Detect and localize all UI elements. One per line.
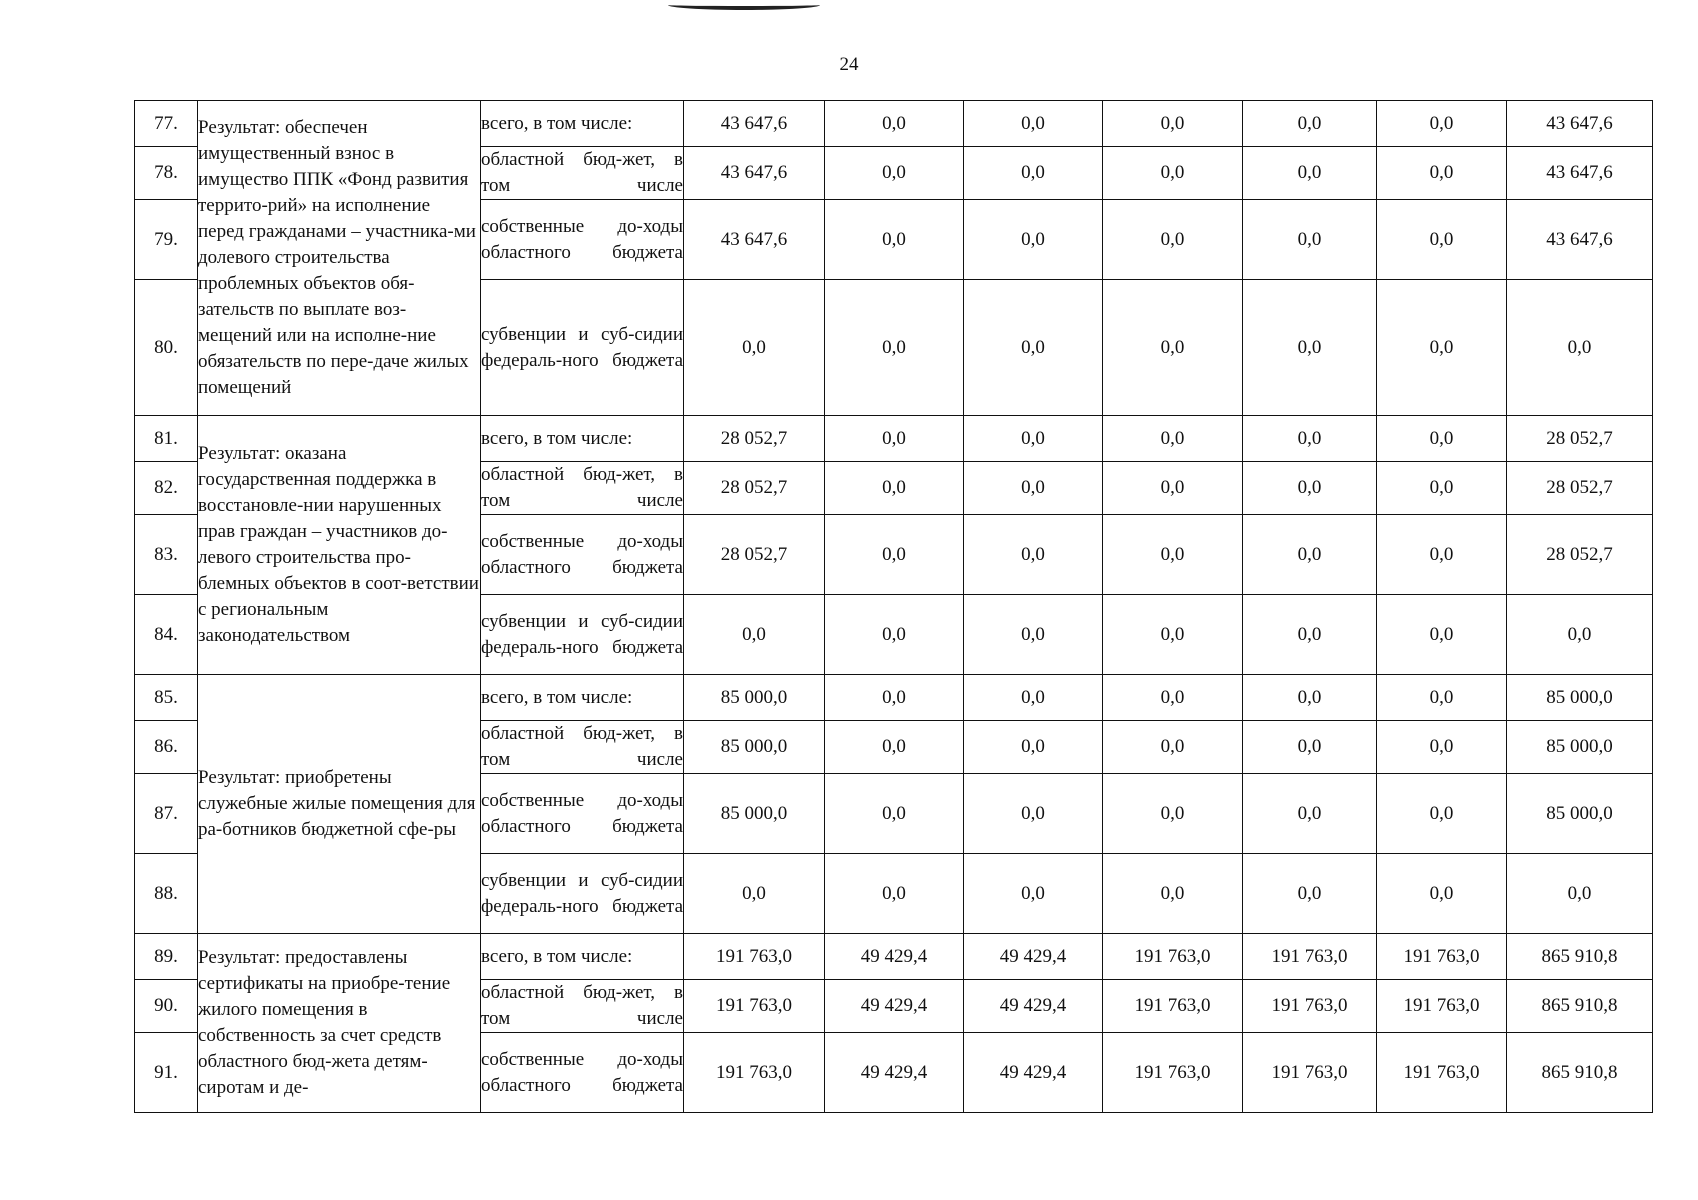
amount-cell: 0,0: [964, 854, 1103, 934]
funding-source: всего, в том числе:: [481, 934, 684, 980]
row-number: 80.: [135, 280, 198, 416]
funding-source: собственные до-ходы областного бюджета: [481, 1033, 684, 1113]
amount-cell: 0,0: [825, 774, 964, 854]
table-row: [135, 416, 1653, 462]
funding-source: областной бюд-жет, в том числе: [481, 980, 684, 1033]
result-description: Результат: оказана государственная поддержка в восстановле-нии нарушенных прав граждан – участников до-левого строительства про-блемных объектов в соот-ветствии с региональным законодательством: [198, 416, 481, 675]
row-number: 86.: [135, 721, 198, 774]
amount-cell: 0,0: [1103, 595, 1243, 675]
amount-cell: 43 647,6: [684, 147, 825, 200]
amount-cell: 28 052,7: [1507, 462, 1653, 515]
amount-cell: 0,0: [964, 595, 1103, 675]
table-row: [135, 101, 1653, 147]
funding-source: собственные до-ходы областного бюджета: [481, 515, 684, 595]
page-number: 24: [839, 54, 859, 75]
amount-cell: 0,0: [1507, 854, 1653, 934]
amount-cell: 43 647,6: [684, 101, 825, 147]
amount-cell: 0,0: [825, 595, 964, 675]
amount-cell: 0,0: [825, 416, 964, 462]
amount-cell: 0,0: [964, 515, 1103, 595]
amount-cell: 0,0: [1103, 854, 1243, 934]
amount-cell: 191 763,0: [1103, 980, 1243, 1033]
amount-cell: 0,0: [964, 462, 1103, 515]
amount-cell: 85 000,0: [1507, 721, 1653, 774]
amount-cell: 0,0: [1103, 101, 1243, 147]
amount-cell: 28 052,7: [1507, 515, 1653, 595]
amount-cell: 0,0: [964, 200, 1103, 280]
amount-cell: 191 763,0: [1103, 934, 1243, 980]
row-number: 87.: [135, 774, 198, 854]
amount-cell: 43 647,6: [684, 200, 825, 280]
amount-cell: 0,0: [825, 147, 964, 200]
funding-source: всего, в том числе:: [481, 416, 684, 462]
amount-cell: 0,0: [1507, 595, 1653, 675]
amount-cell: 85 000,0: [684, 774, 825, 854]
amount-cell: 49 429,4: [964, 934, 1103, 980]
binding-mark: [668, 0, 820, 10]
amount-cell: 0,0: [1377, 462, 1507, 515]
amount-cell: 0,0: [964, 675, 1103, 721]
amount-cell: 0,0: [1243, 280, 1377, 416]
amount-cell: 0,0: [1377, 416, 1507, 462]
amount-cell: 0,0: [825, 854, 964, 934]
amount-cell: 49 429,4: [825, 1033, 964, 1113]
amount-cell: 0,0: [964, 721, 1103, 774]
amount-cell: 43 647,6: [1507, 147, 1653, 200]
amount-cell: 0,0: [964, 280, 1103, 416]
result-description: Результат: приобретены служебные жилые помещения для ра-ботников бюджетной сфе-ры: [198, 675, 481, 934]
amount-cell: 49 429,4: [964, 980, 1103, 1033]
amount-cell: 0,0: [1377, 101, 1507, 147]
amount-cell: 0,0: [1103, 721, 1243, 774]
amount-cell: 43 647,6: [1507, 200, 1653, 280]
amount-cell: 85 000,0: [1507, 774, 1653, 854]
amount-cell: 191 763,0: [1103, 1033, 1243, 1113]
amount-cell: 49 429,4: [825, 980, 964, 1033]
amount-cell: 0,0: [825, 280, 964, 416]
result-description: Результат: обеспечен имущественный взнос в имущество ППК «Фонд развития террито-рий» на исполнение перед гражданами – участника-ми долевого строительства проблемных объектов обя-зательств по выплате воз-мещений или на исполне-ние обязательств по пере-даче жилых помещений: [198, 101, 481, 416]
amount-cell: 0,0: [684, 595, 825, 675]
amount-cell: 0,0: [1243, 147, 1377, 200]
amount-cell: 85 000,0: [684, 721, 825, 774]
amount-cell: 0,0: [1377, 854, 1507, 934]
amount-cell: 49 429,4: [825, 934, 964, 980]
amount-cell: 28 052,7: [684, 515, 825, 595]
row-number: 90.: [135, 980, 198, 1033]
amount-cell: 0,0: [684, 280, 825, 416]
amount-cell: 0,0: [1103, 200, 1243, 280]
amount-cell: 0,0: [1377, 515, 1507, 595]
row-number: 78.: [135, 147, 198, 200]
amount-cell: 0,0: [1103, 515, 1243, 595]
amount-cell: 0,0: [825, 200, 964, 280]
funding-source: собственные до-ходы областного бюджета: [481, 200, 684, 280]
amount-cell: 0,0: [1377, 200, 1507, 280]
amount-cell: 0,0: [1103, 147, 1243, 200]
row-number: 84.: [135, 595, 198, 675]
amount-cell: 0,0: [1103, 416, 1243, 462]
amount-cell: 0,0: [1377, 721, 1507, 774]
amount-cell: 0,0: [1243, 416, 1377, 462]
row-number: 79.: [135, 200, 198, 280]
amount-cell: 191 763,0: [1243, 980, 1377, 1033]
funding-source: субвенции и суб-сидии федераль-ного бюджета: [481, 280, 684, 416]
row-number: 82.: [135, 462, 198, 515]
amount-cell: 0,0: [1243, 721, 1377, 774]
amount-cell: 43 647,6: [1507, 101, 1653, 147]
row-number: 83.: [135, 515, 198, 595]
table-row: [135, 675, 1653, 721]
row-number: 85.: [135, 675, 198, 721]
amount-cell: 865 910,8: [1507, 934, 1653, 980]
amount-cell: 0,0: [1377, 147, 1507, 200]
amount-cell: 0,0: [825, 462, 964, 515]
funding-source: всего, в том числе:: [481, 101, 684, 147]
amount-cell: 0,0: [684, 854, 825, 934]
amount-cell: 191 763,0: [1243, 1033, 1377, 1113]
funding-source: всего, в том числе:: [481, 675, 684, 721]
amount-cell: 0,0: [1377, 595, 1507, 675]
amount-cell: 191 763,0: [684, 1033, 825, 1113]
amount-cell: 85 000,0: [1507, 675, 1653, 721]
amount-cell: 0,0: [1243, 462, 1377, 515]
amount-cell: 191 763,0: [1377, 1033, 1507, 1113]
row-number: 77.: [135, 101, 198, 147]
result-description: Результат: предоставлены сертификаты на приобре-тение жилого помещения в собственность за счет средств областного бюд-жета детям-сиротам и де-: [198, 934, 481, 1113]
amount-cell: 0,0: [1243, 595, 1377, 675]
amount-cell: 0,0: [1243, 101, 1377, 147]
amount-cell: 0,0: [1243, 854, 1377, 934]
funding-source: областной бюд-жет, в том числе: [481, 147, 684, 200]
amount-cell: 28 052,7: [684, 416, 825, 462]
amount-cell: 0,0: [825, 721, 964, 774]
amount-cell: 0,0: [825, 515, 964, 595]
amount-cell: 191 763,0: [1377, 934, 1507, 980]
amount-cell: 0,0: [1103, 675, 1243, 721]
amount-cell: 191 763,0: [684, 934, 825, 980]
budget-table: [134, 100, 1653, 1113]
amount-cell: 865 910,8: [1507, 980, 1653, 1033]
funding-source: областной бюд-жет, в том числе: [481, 462, 684, 515]
amount-cell: 28 052,7: [684, 462, 825, 515]
funding-source: субвенции и суб-сидии федераль-ного бюджета: [481, 854, 684, 934]
funding-source: собственные до-ходы областного бюджета: [481, 774, 684, 854]
amount-cell: 0,0: [1377, 774, 1507, 854]
amount-cell: 0,0: [1377, 280, 1507, 416]
row-number: 88.: [135, 854, 198, 934]
amount-cell: 0,0: [1103, 774, 1243, 854]
funding-source: областной бюд-жет, в том числе: [481, 721, 684, 774]
table-row: [135, 934, 1653, 980]
amount-cell: 85 000,0: [684, 675, 825, 721]
amount-cell: 0,0: [1243, 675, 1377, 721]
amount-cell: 865 910,8: [1507, 1033, 1653, 1113]
amount-cell: 0,0: [1103, 280, 1243, 416]
row-number: 89.: [135, 934, 198, 980]
amount-cell: 191 763,0: [684, 980, 825, 1033]
amount-cell: 191 763,0: [1243, 934, 1377, 980]
amount-cell: 0,0: [1243, 200, 1377, 280]
funding-source: субвенции и суб-сидии федераль-ного бюджета: [481, 595, 684, 675]
row-number: 81.: [135, 416, 198, 462]
row-number: 91.: [135, 1033, 198, 1113]
amount-cell: 0,0: [825, 675, 964, 721]
amount-cell: 28 052,7: [1507, 416, 1653, 462]
amount-cell: 0,0: [1243, 515, 1377, 595]
amount-cell: 0,0: [964, 147, 1103, 200]
amount-cell: 191 763,0: [1377, 980, 1507, 1033]
amount-cell: 0,0: [1377, 675, 1507, 721]
amount-cell: 0,0: [964, 774, 1103, 854]
amount-cell: 0,0: [964, 416, 1103, 462]
amount-cell: 0,0: [1243, 774, 1377, 854]
amount-cell: 49 429,4: [964, 1033, 1103, 1113]
amount-cell: 0,0: [964, 101, 1103, 147]
amount-cell: 0,0: [1103, 462, 1243, 515]
amount-cell: 0,0: [1507, 280, 1653, 416]
amount-cell: 0,0: [825, 101, 964, 147]
